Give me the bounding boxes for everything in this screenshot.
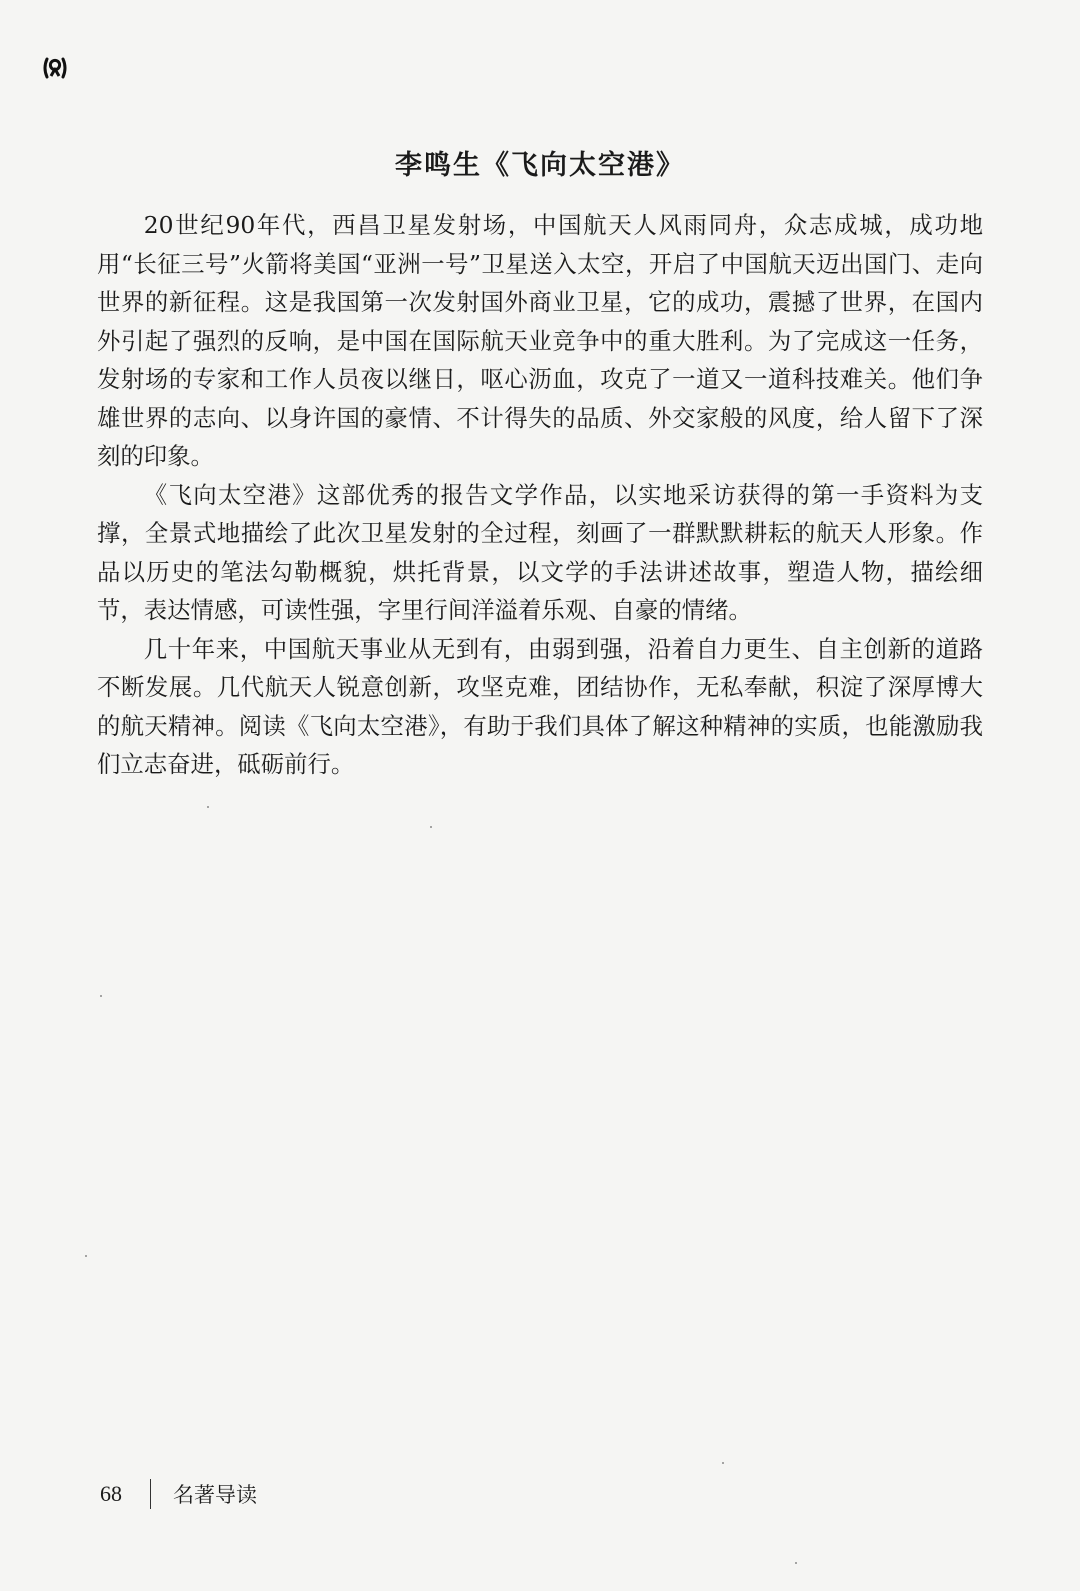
paragraph: 《飞向太空港》这部优秀的报告文学作品，以实地采访获得的第一手资料为支撑，全景式地描绘了此次卫星发射的全过程，刻画了一群默默耕耘的航天人形象。作品以历史的笔法勾勒概貌，烘托背景，以文学的手法讲述故事，塑造人物，描绘细节，表达情感，可读性强，字里行间洋溢着乐观、自豪的情绪。 bbox=[97, 480, 983, 624]
scan-speck bbox=[207, 806, 209, 808]
page-title: 李鸣生《飞向太空港》 bbox=[395, 150, 685, 181]
section-name: 名著导读 bbox=[173, 1483, 257, 1507]
scan-speck bbox=[85, 1255, 87, 1257]
paragraph: 20世纪90年代，西昌卫星发射场，中国航天人风雨同舟，众志成城，成功地用“长征三号”火箭将美国“亚洲一号”卫星送入太空，开启了中国航天迈出国门、走向世界的新征程。这是我国第一次发射国外商业卫星，它的成功，震撼了世界，在国内外引起了强烈的反响，是中国在国际航天业竞争中的重大胜利。为了完成这一任务，发射场的专家和工作人员夜以继日，呕心沥血，攻克了一道又一道科技难关。他们争雄世界的志向、以身许国的豪情、不计得失的品质、外交家般的风度，给人留下了深刻的印象。 bbox=[97, 211, 983, 470]
paragraph: 几十年来，中国航天事业从无到有，由弱到强，沿着自力更生、自主创新的道路不断发展。几代航天人锐意创新，攻坚克难，团结协作，无私奉献，积淀了深厚博大的航天精神。阅读《飞向太空港》，有助于我们具体了解这种精神的实质，也能激励我们立志奋进，砥砺前行。 bbox=[97, 634, 983, 778]
scan-speck bbox=[430, 826, 432, 828]
publisher-logo-icon bbox=[42, 56, 68, 80]
scan-speck bbox=[100, 995, 102, 997]
footer-divider bbox=[150, 1479, 151, 1509]
scan-speck bbox=[722, 1462, 724, 1464]
article-body bbox=[97, 206, 983, 784]
page-number: 68 bbox=[100, 1481, 122, 1506]
page-footer bbox=[100, 1474, 257, 1514]
scan-speck bbox=[795, 1562, 797, 1564]
